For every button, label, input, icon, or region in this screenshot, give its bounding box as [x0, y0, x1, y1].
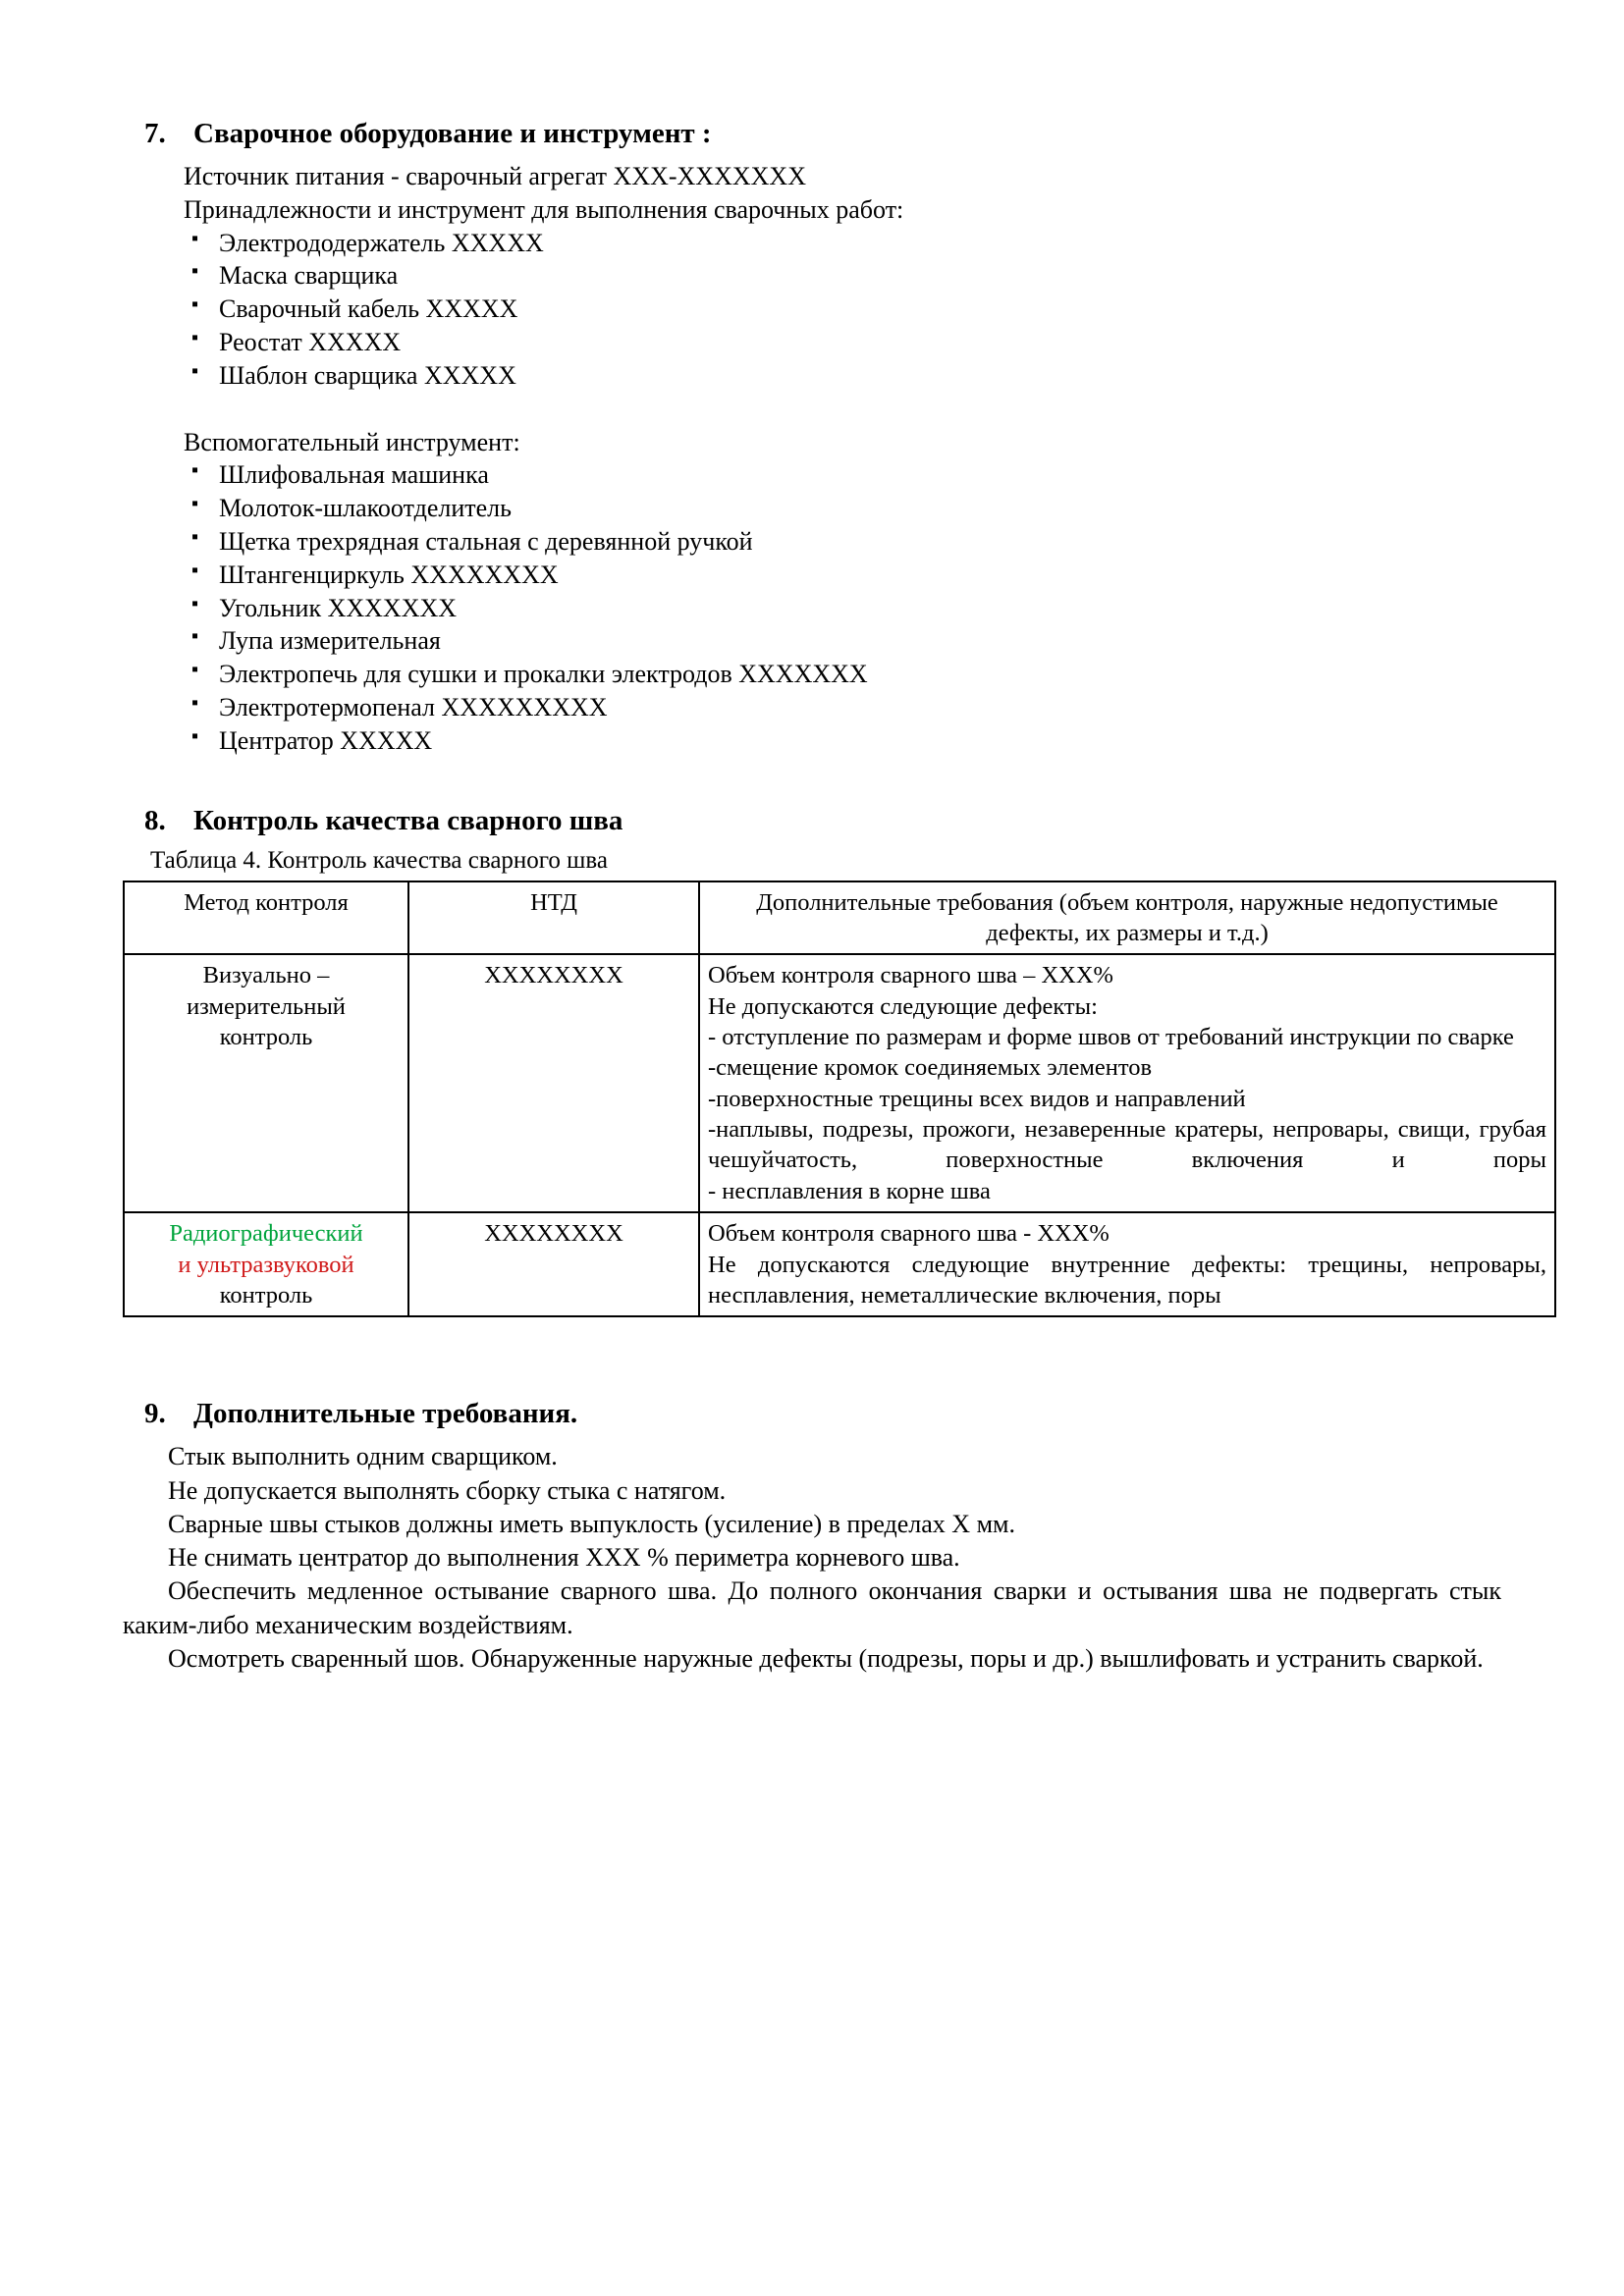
list-item: ▪ Сварочный кабель XXXXX — [184, 293, 1501, 326]
cell-ntd-radiographic: XXXXXXXX — [408, 1212, 699, 1316]
list-item: ▪ Шлифовальная машинка — [184, 458, 1501, 492]
cell-ntd-visual: XXXXXXXX — [408, 954, 699, 1212]
section-number-9: 9. — [144, 1398, 166, 1430]
cell-method-visual — [124, 954, 408, 1212]
requirement-item: Сварные швы стыков должны иметь выпуклость (усиление) в пределах X мм. — [168, 1509, 1015, 1538]
list-item: ▪ Электротермопенал XXXXXXXXX — [184, 691, 1501, 724]
table-header-row — [124, 881, 1555, 955]
requirement-item: Не допускается выполнять сборку стыка с натягом. — [168, 1475, 727, 1505]
additional-requirements-list — [123, 1440, 1501, 1575]
list-item: ▪ Щетка трехрядная стальная с деревянной ручкой — [184, 525, 1501, 559]
section-title-8: Контроль качества сварного шва — [193, 804, 623, 836]
method-line: контроль — [219, 1023, 313, 1050]
aux-tools-label: Вспомогательный инструмент: — [184, 427, 520, 456]
list-item: ▪ Молоток-шлакоотделитель — [184, 492, 1501, 525]
list-item: ▪ Угольник XXXXXXX — [184, 592, 1501, 625]
spacer — [123, 758, 1501, 805]
section-heading-equipment — [123, 118, 1501, 150]
additional-paragraph-1: Обеспечить медленное остывание сварного шва. До полного окончания сварки и остывания шва не подвергать стык каким-либо механическим воздействиям. — [123, 1576, 1501, 1639]
table-header-ntd: НТД — [408, 881, 699, 955]
list-item: ▪ Электрододержатель XXXXX — [184, 227, 1501, 260]
requirement-line: Не допускаются следующие дефекты: — [708, 992, 1098, 1020]
cell-method-radiographic — [124, 1212, 408, 1316]
table-caption: Таблица 4. Контроль качества сварного шва — [150, 846, 609, 874]
table-row — [124, 1212, 1555, 1316]
power-source-line: Источник питания - сварочный агрегат XXX-XXXXXXX — [184, 162, 806, 190]
section-heading-quality — [123, 805, 1501, 837]
list-item: ▪ Шаблон сварщика XXXXX — [184, 359, 1501, 393]
accessories-line: Принадлежности и инструмент для выполнения сварочных работ: — [184, 194, 904, 224]
method-line-red: и ультразвуковой — [178, 1251, 354, 1278]
list-item: ▪ Центратор XXXXX — [184, 724, 1501, 758]
method-line: измерительный — [187, 992, 346, 1020]
requirement-line: -смещение кромок соединяемых элементов — [708, 1054, 1153, 1082]
requirement-line: Объем контроля сварного шва - XXX% — [708, 1220, 1110, 1248]
requirement-line: Объем контроля сварного шва – XXX% — [708, 962, 1113, 989]
cell-requirements-visual — [699, 954, 1555, 1212]
method-line: контроль — [219, 1281, 313, 1308]
requirement-line: - несплавления в корне шва — [708, 1177, 991, 1204]
spacer — [123, 393, 1501, 426]
list-item: ▪ Лупа измерительная — [184, 624, 1501, 658]
additional-paragraph-2: Осмотреть сваренный шов. Обнаруженные наружные дефекты (подрезы, поры и др.) вышлифовать и устранить сваркой. — [168, 1644, 1484, 1674]
table-row — [124, 954, 1555, 1212]
main-tools-list — [123, 227, 1501, 393]
requirement-line: Не допускаются следующие внутренние дефекты: трещины, непровары, несплавления, неметаллические включения, поры — [708, 1251, 1546, 1308]
requirement-line: - отступление по размерам и форме швов от требований инструкции по сварке — [708, 1023, 1514, 1050]
table-header-requirements: Дополнительные требования (объем контроля, наружные недопустимые дефекты, их размеры и т.д.) — [699, 881, 1555, 955]
requirement-item: Не снимать центратор до выполнения XXX % периметра корневого шва. — [168, 1543, 960, 1573]
section-title-9: Дополнительные требования. — [193, 1398, 578, 1430]
list-item: ▪ Электропечь для сушки и прокалки электродов XXXXXXX — [184, 658, 1501, 691]
aux-tools-list — [123, 458, 1501, 757]
section-number-7: 7. — [144, 118, 166, 149]
section-title-7: Сварочное оборудование и инструмент : — [193, 118, 712, 149]
requirement-item: Стык выполнить одним сварщиком. — [168, 1442, 558, 1471]
spacer — [123, 1317, 1501, 1364]
cell-requirements-radiographic — [699, 1212, 1555, 1316]
requirement-line: -поверхностные трещины всех видов и направлений — [708, 1085, 1246, 1112]
list-item: ▪ Реостат XXXXX — [184, 326, 1501, 359]
table-header-method: Метод контроля — [124, 881, 408, 955]
spacer — [123, 1364, 1501, 1398]
method-line-green: Радиографический — [169, 1220, 363, 1248]
requirement-line: -наплывы, подрезы, прожоги, незаверенные кратеры, непровары, свищи, грубая чешуйчатость, поверхностные включения и поры — [708, 1116, 1546, 1174]
section-number-8: 8. — [144, 804, 166, 836]
quality-control-table — [123, 881, 1556, 1318]
method-line: Визуально – — [202, 962, 330, 989]
list-item: ▪ Штангенциркуль XXXXXXXX — [184, 559, 1501, 592]
list-item: ▪ Маска сварщика — [184, 259, 1501, 293]
section-heading-additional — [123, 1398, 1501, 1430]
